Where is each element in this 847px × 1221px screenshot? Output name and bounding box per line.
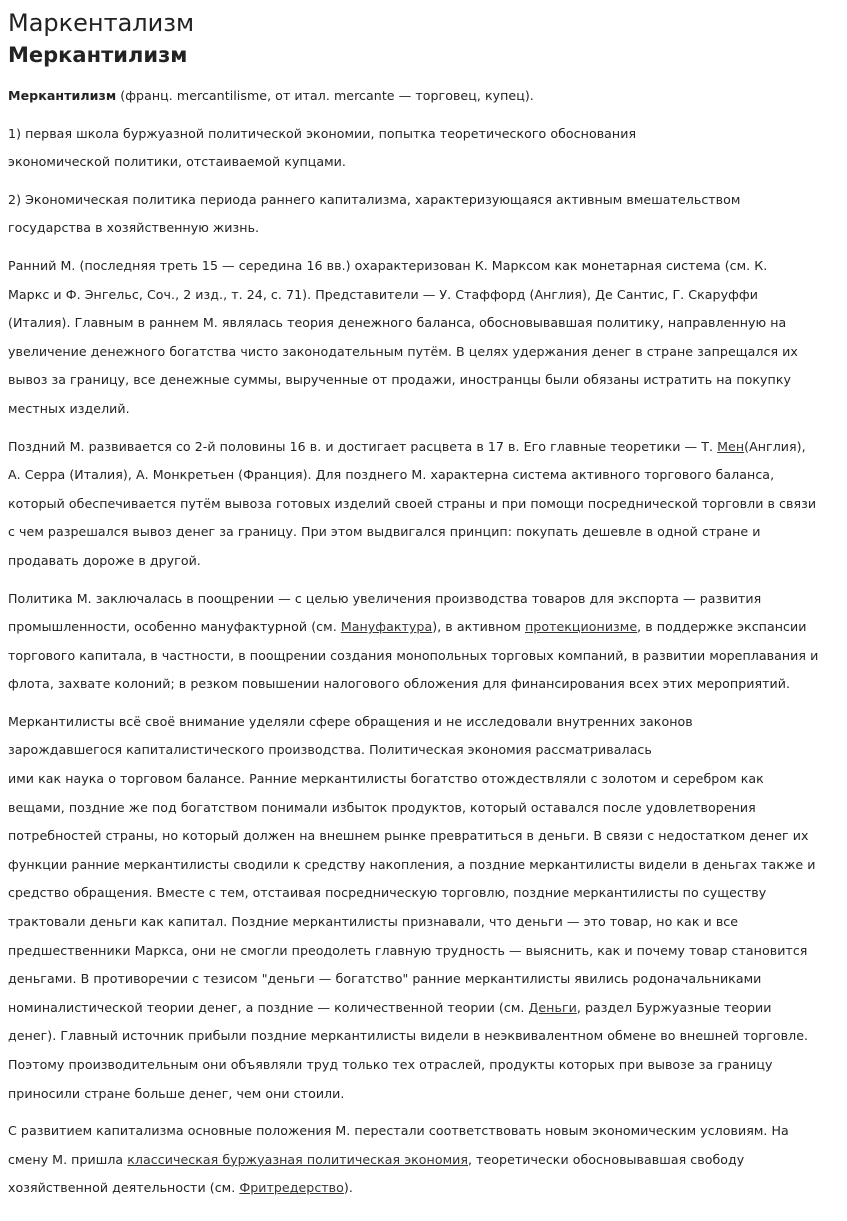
text-line	[8, 1117, 844, 1146]
text-run: потребностей страны, но который должен на внешнем рынке превратиться в деньги. В связи с недостатком денег их	[8, 828, 809, 844]
text-run: А. Серра (Италия), А. Монкретьен (Франция). Для позднего М. характерна система активного торгового баланса,	[8, 467, 775, 483]
text-run: денег). Главный источник прибыли поздние меркантилисты видели в неэквивалентном обмене во внешней торговле.	[8, 1028, 809, 1044]
text-run: зарождавшегося капиталистического производства. Политическая экономия рассматривалась	[8, 742, 652, 758]
text-run: деньгами. В противоречии с тезисом "деньги — богатство" ранние меркантилисты явились родоначальниками	[8, 971, 762, 987]
text-line	[8, 461, 844, 490]
text-run: , теоретически обосновывавшая свободу	[468, 1151, 745, 1167]
text-run: ), в активном	[432, 619, 525, 635]
text-line	[8, 1080, 844, 1109]
text-line	[8, 490, 844, 519]
text-line	[8, 642, 844, 671]
text-run: вывоз за границу, все денежные суммы, вырученные от продажи, иностранцы были обязаны истратить на покупку	[8, 372, 791, 388]
text-run: ими как наука о торговом балансе. Ранние меркантилисты богатство отождествляли с золотом и серебром как	[8, 771, 764, 787]
text-run: Маркс и Ф. Энгельс, Соч., 2 изд., т. 24, с. 71). Представители — У. Стаффорд (Англия), Де Сантис, Г. Скаруффи	[8, 286, 758, 302]
article-link[interactable]: Фритредерство	[239, 1180, 344, 1196]
text-run: функции ранние меркантилисты сводили к средству накопления, а поздние меркантилисты видели в деньгах также и	[8, 856, 816, 872]
text-line	[8, 252, 844, 281]
text-line	[8, 338, 844, 367]
text-run: Меркантилисты всё своё внимание уделяли сфере обращения и не исследовали внутренних законов	[8, 713, 693, 729]
text-line	[8, 613, 844, 642]
text-run: экономической политики, отстаиваемой купцами.	[8, 154, 346, 170]
article-link[interactable]: Деньги	[528, 999, 577, 1015]
text-run: промышленности, особенно мануфактурной (см.	[8, 619, 341, 635]
text-run: приносили стране больше денег, чем они стоили.	[8, 1085, 345, 1101]
text-line	[8, 585, 844, 614]
text-run: 1) первая школа буржуазной политической экономии, попытка теоретического обоснования	[8, 125, 637, 141]
text-line	[8, 281, 844, 310]
text-run: торгового капитала, в частности, в поощрении создания монопольных торговых компаний, в развитии мореплавания и	[8, 647, 819, 663]
text-line	[8, 148, 844, 177]
article-link[interactable]: Мануфактура	[340, 619, 433, 635]
article-paragraph	[8, 186, 844, 243]
text-run: средство обращения. Вместе с тем, отстаивая посредническую торговлю, поздние меркантилисты по существу	[8, 885, 767, 901]
text-run: , в поддержке экспансии	[637, 619, 807, 635]
text-run: Политика М. заключалась в поощрении — с целью увеличения производства товаров для экспорта — развития	[8, 590, 762, 606]
text-line	[8, 186, 844, 215]
text-run: увеличение денежного богатства чисто законодательным путём. В целях удержания денег в стране запрещался их	[8, 343, 798, 359]
text-run: государства в хозяйственную жизнь.	[8, 220, 260, 236]
text-run: Поздний М. развивается со 2-й половины 16 в. и достигает расцвета в 17 в. Его главные теоретики — Т.	[8, 438, 718, 454]
text-run: смену М. пришла	[8, 1151, 128, 1167]
text-line	[8, 670, 844, 699]
text-line	[8, 1022, 844, 1051]
article-link[interactable]: Мен	[717, 438, 745, 454]
article-paragraph	[8, 252, 844, 424]
text-line	[8, 1174, 844, 1203]
text-line	[8, 879, 844, 908]
text-run: с чем разрешался вывоз денег за границу. При этом выдвигался принцип: покупать дешевле в одной стране и	[8, 524, 761, 540]
text-line	[8, 736, 844, 765]
text-line	[8, 822, 844, 851]
article-paragraph	[8, 120, 844, 177]
text-run: продавать дороже в другой.	[8, 552, 201, 568]
article-paragraph	[8, 82, 844, 111]
text-line	[8, 433, 844, 462]
article-body	[8, 82, 844, 1203]
site-title: Маркентализм	[8, 9, 195, 37]
text-run: , раздел Буржуазные теории	[576, 999, 772, 1015]
text-run: номиналистической теории денег, а поздние — количественной теории (см.	[8, 999, 529, 1015]
text-line	[8, 395, 844, 424]
text-line	[8, 708, 844, 737]
text-line	[8, 994, 844, 1023]
text-line	[8, 120, 844, 149]
text-run: Ранний М. (последняя треть 15 — середина 16 вв.) охарактеризован К. Марксом как монетарная система (см. К.	[8, 257, 768, 273]
text-run: предшественники Маркса, они не смогли преодолеть главную трудность — выяснить, как и почему товар становится	[8, 942, 808, 958]
text-run: (Италия). Главным в раннем М. являлась теория денежного баланса, обосновывавшая политику, направленную на	[8, 315, 787, 331]
text-line	[8, 1051, 844, 1080]
text-line	[8, 366, 844, 395]
text-line	[8, 82, 844, 111]
text-run: который обеспечивается путём вывоза готовых изделий своей страны и при помощи посреднической торговли в связи	[8, 495, 817, 511]
text-run: хозяйственной деятельности (см.	[8, 1180, 240, 1196]
article-paragraph	[8, 708, 844, 1108]
text-line	[8, 547, 844, 576]
article-paragraph	[8, 1117, 844, 1203]
text-line	[8, 518, 844, 547]
text-run: (Англия),	[744, 438, 806, 454]
text-line	[8, 309, 844, 338]
text-line	[8, 851, 844, 880]
text-line	[8, 965, 844, 994]
text-line	[8, 794, 844, 823]
article-paragraph	[8, 585, 844, 699]
text-run: ).	[343, 1180, 353, 1196]
text-run: местных изделий.	[8, 400, 130, 416]
text-run: вещами, поздние же под богатством понимали избыток продуктов, который оставался после удовлетворения	[8, 799, 756, 815]
text-line	[8, 908, 844, 937]
article-paragraph	[8, 433, 844, 576]
text-run: 2) Экономическая политика периода раннего капитализма, характеризующаяся активным вмешательством	[8, 191, 741, 207]
text-run: (франц. mercantilisme, от итал. mercante — торговец, купец).	[116, 88, 534, 103]
text-line	[8, 937, 844, 966]
text-run: С развитием капитализма основные положения М. перестали соответствовать новым экономическим условиям. На	[8, 1123, 789, 1139]
term-bold: Меркантилизм	[8, 88, 117, 103]
article-title: Меркантилизм	[8, 43, 188, 67]
article-link[interactable]: протекционизме	[525, 619, 638, 635]
text-run: флота, захвате колоний; в резком повышении налогового обложения для финансирования всех этих мероприятий.	[8, 676, 791, 692]
text-line	[8, 1146, 844, 1175]
text-run: трактовали деньги как капитал. Поздние меркантилисты признавали, что деньги — это товар, но как и все	[8, 914, 739, 930]
text-line	[8, 765, 844, 794]
text-run: Поэтому производительным они объявляли труд только тех отраслей, продукты которых при вывозе за границу	[8, 1057, 773, 1072]
text-line	[8, 214, 844, 243]
article-link[interactable]: классическая буржуазная политическая экономия	[127, 1151, 469, 1167]
